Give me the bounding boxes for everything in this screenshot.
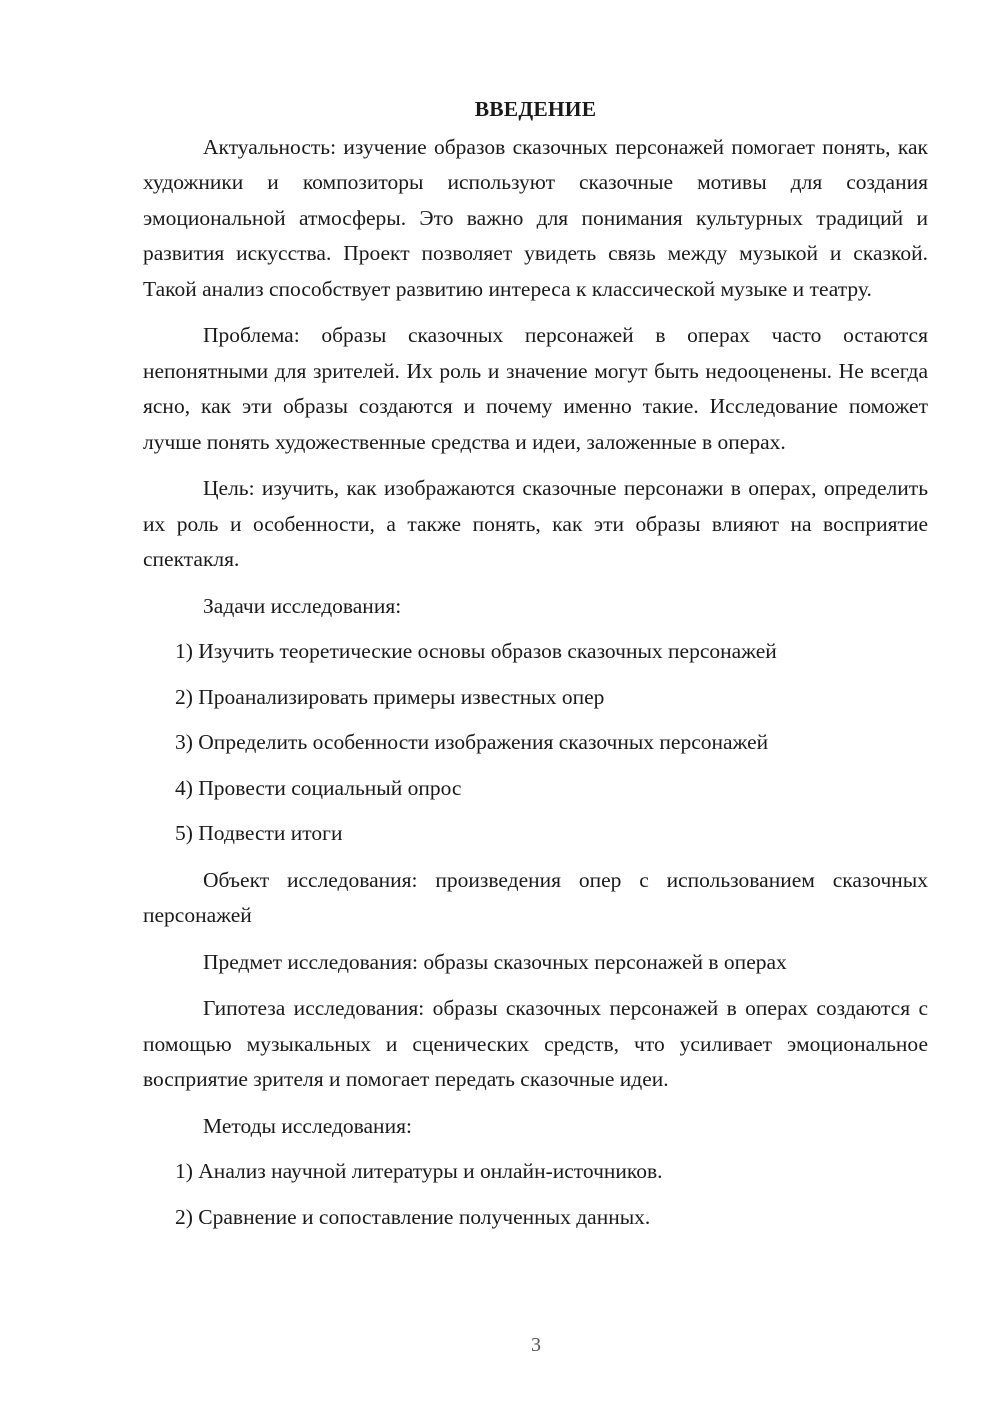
- task-item: 4) Провести социальный опрос: [175, 775, 462, 800]
- task-item: 3) Определить особенности изображения сказочных персонажей: [175, 730, 769, 754]
- paragraph-goal: Цель: изучить, как изображаются сказочные персонажи в операх, определить их роль и особенности, а также понять, как эти образы влияют на восприятие спектакля.: [143, 476, 928, 571]
- paragraph-relevance: Актуальность: изучение образов сказочных персонажей помогает понять, как художники и композиторы используют сказочные мотивы для создания эмоциональной атмосферы. Это важно для понимания культурных традиций и развития искусства. Проект позволяет увидеть связь между музыкой и сказкой. Такой анализ способствует развитию интереса к классической музыке и театру.: [143, 134, 928, 301]
- page-title: ВВЕДЕНИЕ: [474, 97, 597, 121]
- document-body: [143, 92, 928, 1235]
- task-item: 1) Изучить теоретические основы образов сказочных персонажей: [175, 639, 777, 663]
- methods-heading: Методы исследования:: [203, 1113, 412, 1138]
- method-item: 1) Анализ научной литературы и онлайн-источников.: [175, 1159, 663, 1183]
- task-item: 2) Проанализировать примеры известных опер: [175, 684, 605, 709]
- paragraph-subject: Предмет исследования: образы сказочных персонажей в операх: [203, 949, 787, 974]
- page-number: 3: [531, 1334, 541, 1356]
- tasks-heading: Задачи исследования:: [203, 593, 402, 618]
- paragraph-hypothesis: Гипотеза исследования: образы сказочных персонажей в операх создаются с помощью музыкальных и сценических средств, что усиливает эмоциональное восприятие зрителя и помогает передать сказочные идеи.: [143, 996, 928, 1091]
- paragraph-object: Объект исследования: произведения опер с использованием сказочных персонажей: [143, 867, 928, 927]
- task-item: 5) Подвести итоги: [175, 821, 343, 845]
- paragraph-problem: Проблема: образы сказочных персонажей в операх часто остаются непонятными для зрителей. Их роль и значение могут быть недооценены. Не всегда ясно, как эти образы создаются и почему именно такие. Исследование поможет лучше понять художественные средства и идеи, заложенные в операх.: [143, 323, 928, 454]
- method-item: 2) Сравнение и сопоставление полученных данных.: [175, 1204, 651, 1229]
